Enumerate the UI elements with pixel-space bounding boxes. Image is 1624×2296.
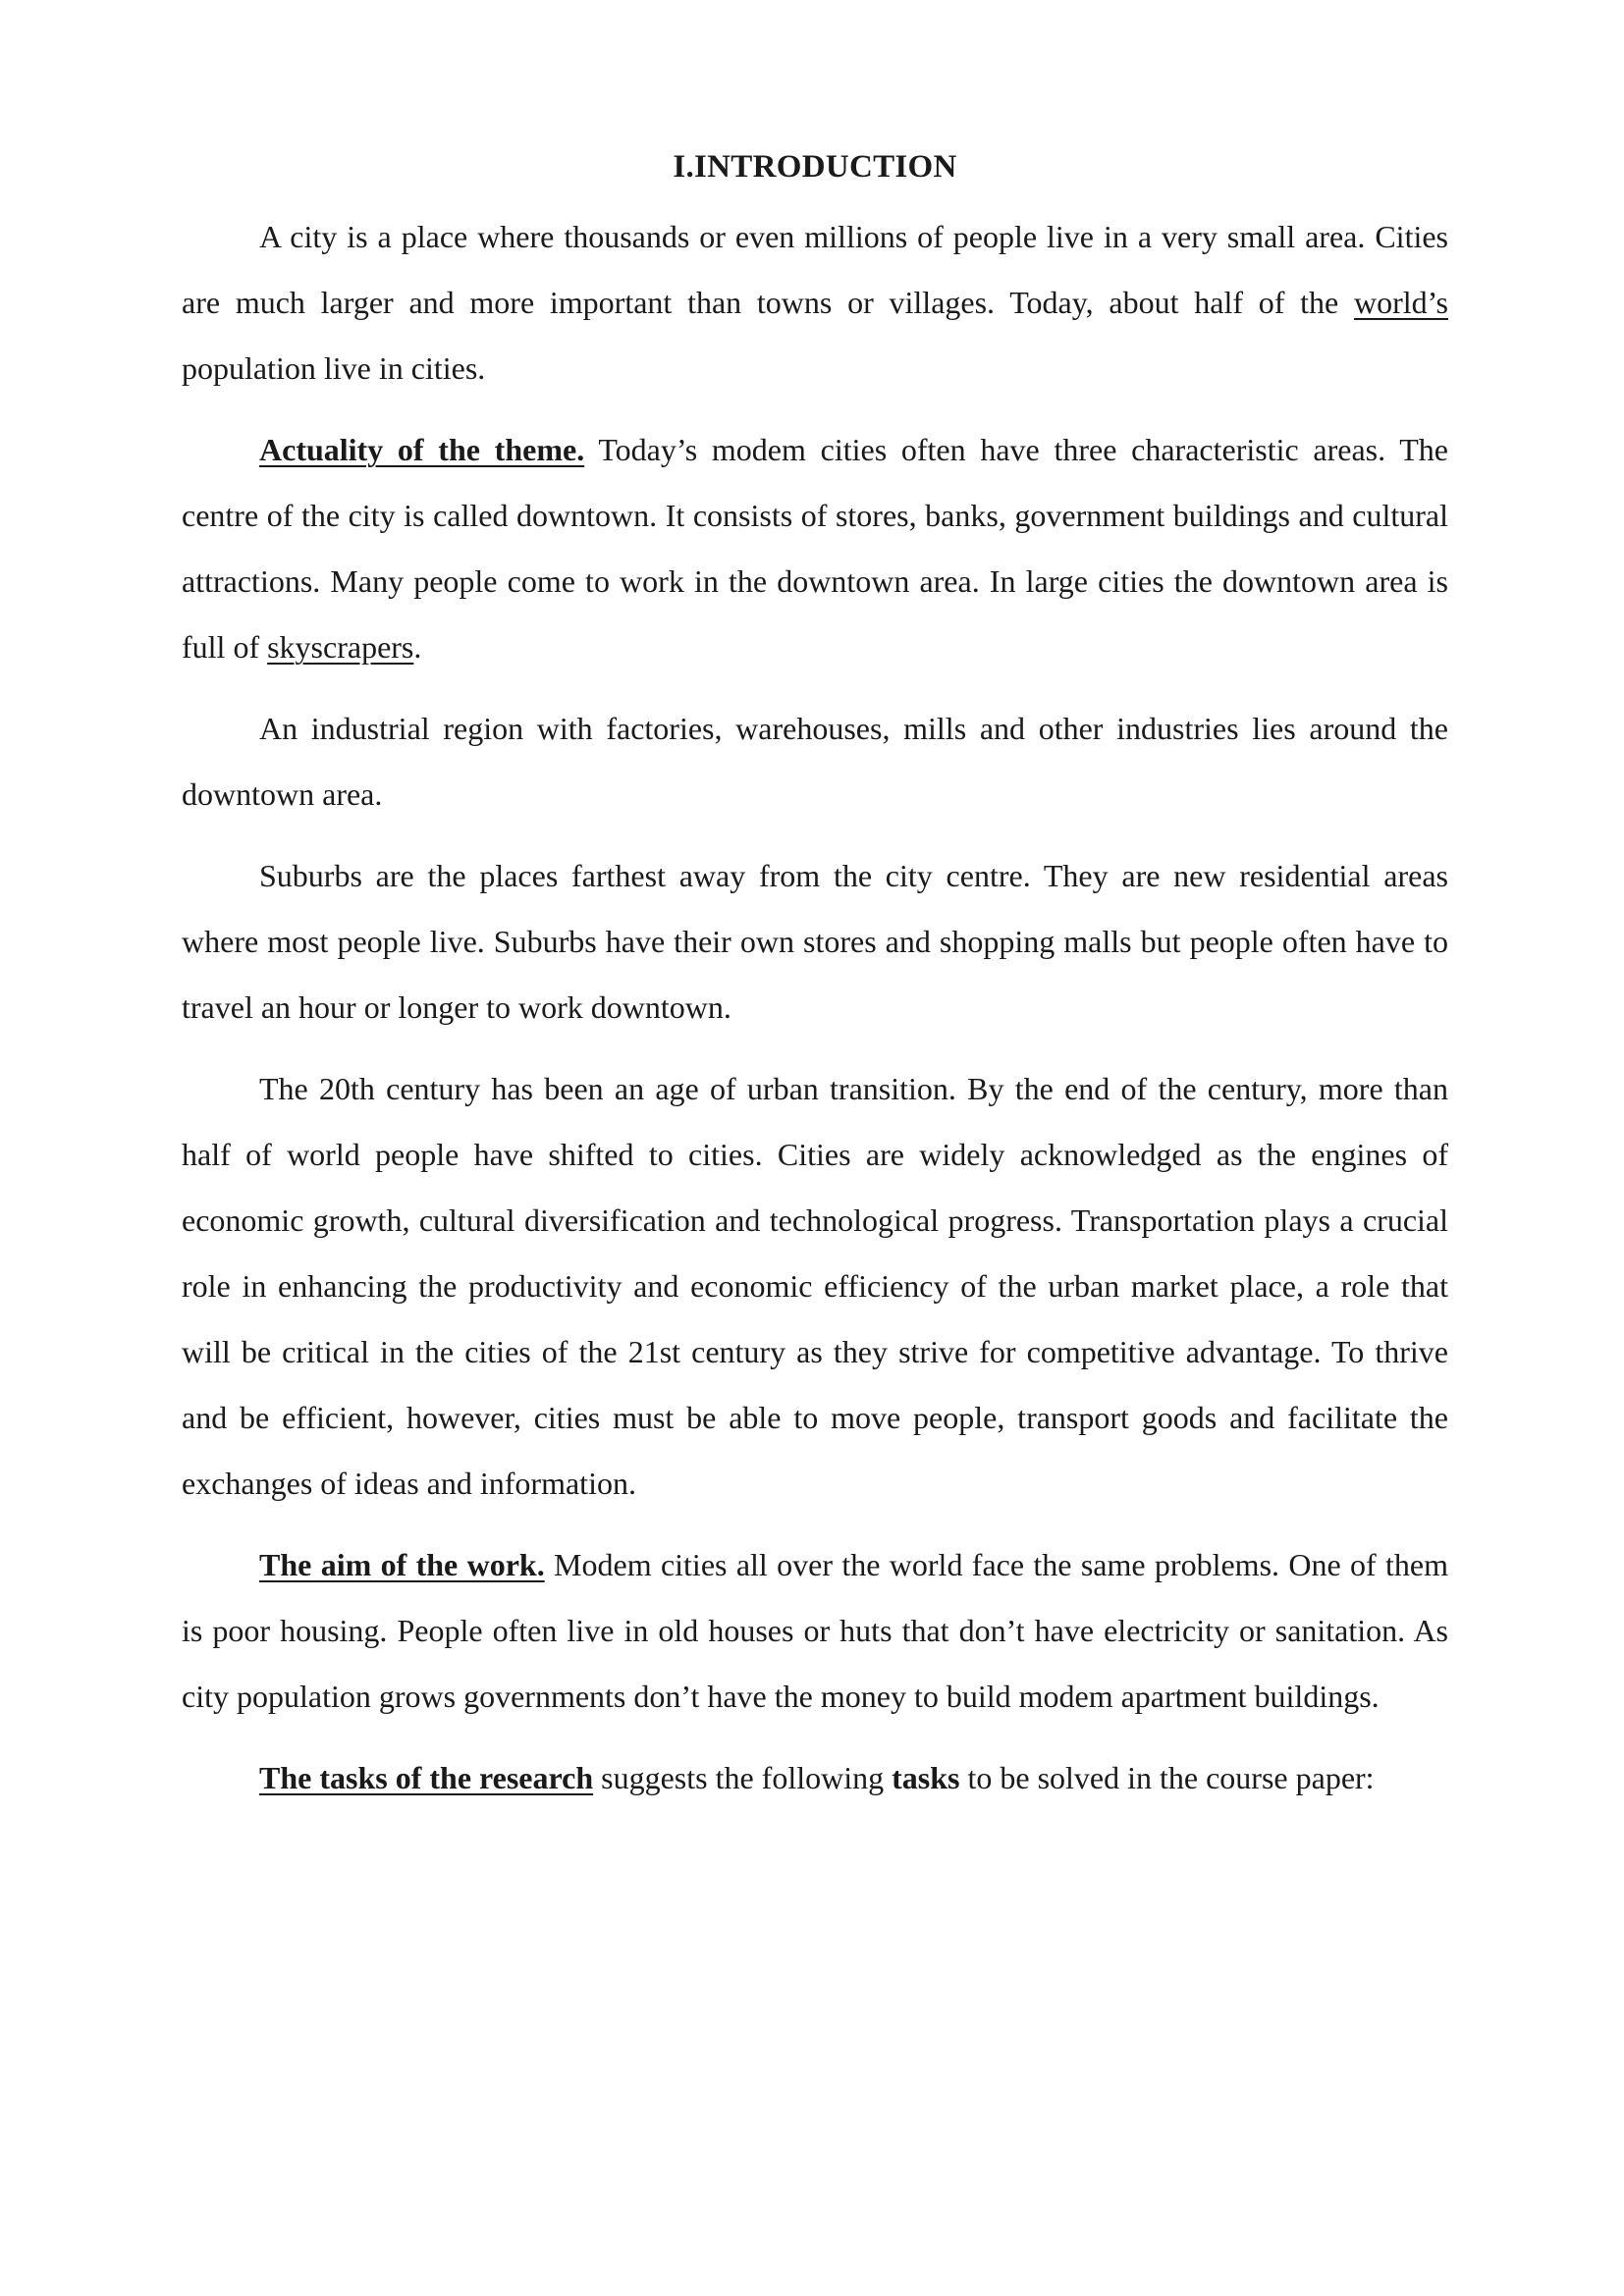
- lead-tasks-of-research: The tasks of the research: [259, 1760, 594, 1795]
- section-heading: I.INTRODUCTION: [673, 149, 957, 185]
- lead-actuality-of-theme: Actuality of the theme.: [259, 432, 585, 467]
- paragraph-text: suggests the following: [593, 1760, 893, 1795]
- paragraph-text: to be solved in the course paper:: [959, 1760, 1375, 1795]
- paragraph-text: A city is a place where thousands or even millions of people live in a very small area. Cities are much larger and more important than towns or villages. Today, about half of the: [182, 219, 1448, 320]
- paragraph-text: .: [413, 629, 422, 665]
- paragraph-actuality: [182, 417, 1448, 680]
- underlined-word-worlds: world’s: [1354, 285, 1448, 320]
- bold-word-tasks: tasks: [892, 1760, 960, 1795]
- underlined-word-skyscrapers: skyscrapers: [267, 629, 414, 665]
- page-content: [182, 137, 1448, 1827]
- paragraph-industrial-region: An industrial region with factories, warehouses, mills and other industries lies around the downtown area.: [182, 711, 1448, 812]
- paragraph-urban-transition: The 20th century has been an age of urban transition. By the end of the century, more than half of world people have shifted to cities. Cities are widely acknowledged as the engines of economic growth, cultural diversification and technological progress. Transportation plays a crucial role in enhancing the productivity and economic efficiency of the urban market place, a role that will be critical in the cities of the 21st century as they strive for competitive advantage. To thrive and be efficient, however, cities must be able to move people, transport goods and facilitate the exchanges of ideas and information.: [182, 1071, 1448, 1501]
- paragraph-suburbs: Suburbs are the places farthest away from the city centre. They are new residential areas where most people live. Suburbs have their own stores and shopping malls but people often have to travel an hour or longer to work downtown.: [182, 858, 1448, 1025]
- paragraph-tasks: [182, 1745, 1448, 1811]
- paragraph-city-definition: [182, 204, 1448, 401]
- lead-aim-of-work: The aim of the work.: [259, 1547, 545, 1582]
- paragraph-text: Modem cities all over the world face the same problems. One of them is poor housing. People often live in old houses or huts that don’t have electricity or sanitation. As city population grows governments don’t have the money to build modem apartment buildings.: [182, 1547, 1449, 1714]
- paragraph-text: Today’s modem cities often have three characteristic areas. The centre of the city is called downtown. It consists of stores, banks, government buildings and cultural attractions. Many people come to work in the downtown area. In large cities the downtown area is full of: [182, 432, 1448, 665]
- paragraph-text: population live in cities.: [182, 350, 486, 386]
- paragraph-aim: [182, 1532, 1448, 1730]
